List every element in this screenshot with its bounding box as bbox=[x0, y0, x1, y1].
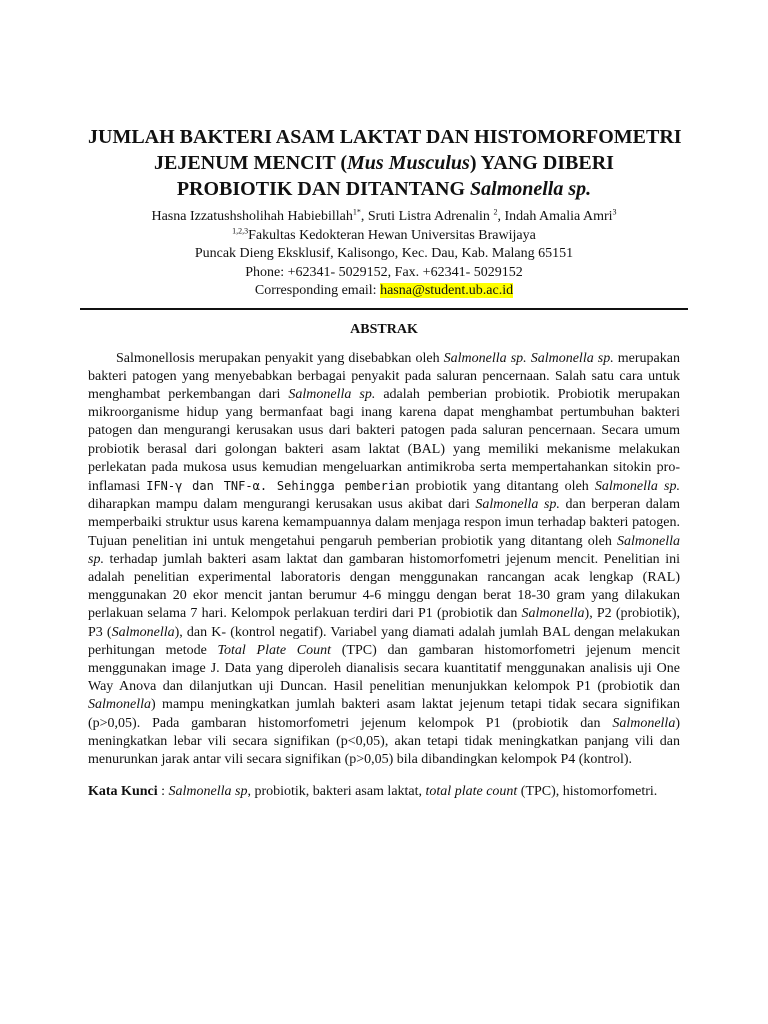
keyword-text: , probiotik, bakteri asam laktat, bbox=[247, 784, 426, 800]
method-name: Total Plate Count bbox=[217, 642, 332, 658]
abstract-text: diharapkan mampu dalam mengurangi kerusakan usus akibat dari bbox=[88, 497, 476, 513]
keyword-text: (TPC), histomorfometri. bbox=[517, 784, 658, 800]
title-line-3 bbox=[88, 176, 680, 202]
abstract-text: dan berperan dalam memperbaiki struktur usus karena kemampuannya dalam menjaga respon imun terhadap bakteri patogen. Tujuan penelitian ini untuk mengetahui pengaruh pemberian probiotik yang ditantang oleh bbox=[88, 497, 681, 549]
author-sup: 3 bbox=[612, 207, 617, 217]
keywords-label: Kata Kunci bbox=[88, 784, 158, 800]
keyword-method: total plate count bbox=[425, 784, 518, 800]
title-line-1: JUMLAH BAKTERI ASAM LAKTAT DAN HISTOMORFOMETRI bbox=[88, 126, 682, 148]
species-name: Salmonella bbox=[111, 624, 175, 640]
abstract-text: ) mampu meningkatkan jumlah bakteri asam laktat jejenum tetapi tidak secara signifikan (p>0,05). Pada gambaran histomorfometri jejenum kelompok P1 (probiotik dan bbox=[88, 697, 680, 731]
author-name: Hasna Izzatushsholihah Habiebillah bbox=[151, 209, 353, 224]
species-name: Salmonella bbox=[88, 697, 151, 713]
species-name: Salmonella sp. bbox=[475, 497, 560, 513]
email-label: Corresponding email: bbox=[254, 283, 381, 298]
species-name: Salmonella sp. bbox=[288, 386, 376, 402]
paper-title bbox=[88, 124, 680, 202]
title-text: PROBIOTIK DAN DITANTANG bbox=[176, 178, 471, 200]
affiliation bbox=[88, 227, 680, 246]
paper-page bbox=[88, 124, 680, 801]
abstract-text: adalah pemberian probiotik. Probiotik merupakan mikroorganisme hidup yang bermanfaat bagi inang karena dapat menghambat pertumbuhan bakteri patogen dan mengurangi kerusakan usus dari bakteri patogen pada saluran pencernaan. Secara umum probiotik berasal dari golongan bakteri asam laktat (BAL) yang memiliki mekanisme melakukan perlekatan pada mukosa usus kemudian mengeluarkan antimikroba serta mempertahankan sitokin pro-inflamasi bbox=[88, 386, 680, 494]
abstract-heading: ABSTRAK bbox=[350, 321, 418, 337]
corresponding-email bbox=[88, 282, 680, 301]
keywords-separator: : bbox=[157, 784, 169, 800]
species-name: Salmonella sp. Salmonella sp. bbox=[443, 350, 614, 366]
title-text: ) YANG DIBERI bbox=[469, 152, 614, 174]
author-name: , Sruti Listra Adrenalin bbox=[360, 209, 494, 224]
title-species: Salmonella sp. bbox=[470, 178, 592, 200]
affiliation-text: Fakultas Kedokteran Hewan Universitas Brawijaya bbox=[248, 227, 536, 243]
species-name: Salmonella sp. bbox=[594, 478, 680, 494]
abstract-text: ), P2 (probiotik), P3 ( bbox=[88, 606, 681, 640]
author-list bbox=[88, 208, 680, 227]
affiliation-sup: 1,2,3 bbox=[232, 225, 249, 235]
abstract-text: Salmonellosis merupakan penyakit yang disebabkan oleh bbox=[116, 350, 444, 366]
author-block bbox=[88, 208, 680, 301]
author-name: , Indah Amalia Amri bbox=[497, 209, 613, 224]
email-link[interactable]: hasna@student.ub.ac.id bbox=[380, 283, 514, 298]
author-sup: 2 bbox=[493, 207, 498, 217]
cytokine-text: IFN-γ dan TNF-α. Sehingga pemberian bbox=[146, 478, 410, 493]
abstract-text: ) meningkatkan lebar vili secara signifikan (p<0,05), akan tetapi tidak meningkatkan panjang vili dan menurunkan jarak antar vili secara signifikan (p>0,05) bila dibandingkan kelompok P4 (kontrol). bbox=[88, 715, 680, 767]
title-line-2 bbox=[88, 150, 680, 176]
abstract-text: probiotik yang ditantang oleh bbox=[409, 478, 595, 494]
abstract-text: (TPC) dan gambaran histomorfometri jejenum mencit menggunakan image J. Data yang diperoleh dianalisis secara kuantitatif menggunakan analisis uji One Way Anova dan dilanjutkan uji Duncan. Hasil penelitian menunjukkan kelompok P1 (probiotik dan bbox=[88, 642, 680, 695]
title-species: Mus Musculus bbox=[347, 152, 470, 174]
species-name: Salmonella bbox=[612, 715, 676, 731]
address: Puncak Dieng Eksklusif, Kalisongo, Kec. Dau, Kab. Malang 65151 bbox=[194, 246, 574, 261]
phone-fax: Phone: +62341- 5029152, Fax. +62341- 5029152 bbox=[245, 264, 523, 280]
abstract-text: terhadap jumlah bakteri asam laktat dan gambaran histomorfometri jejenum mencit. Penelitian ini adalah penelitian experimental laboratoris dengan menggunakan rancangan acak lengkap (RAL) menggunakan 20 ekor mencit jantan berumur 4-6 minggu dengan berat 18-30 gram yang dilakukan perlakuan selama 7 hari. Kelompok perlakuan terdiri dari P1 (probiotik dan bbox=[88, 551, 680, 622]
header-divider bbox=[80, 308, 688, 310]
author-sup: 1* bbox=[352, 207, 361, 217]
abstract-text: ), dan K- (kontrol negatif). Variabel yang diamati adalah jumlah BAL dengan melakukan perhitungan metode bbox=[88, 624, 680, 658]
abstract-body bbox=[88, 350, 680, 770]
species-name: Salmonella sp. bbox=[88, 533, 680, 567]
keyword-species: Salmonella sp bbox=[168, 784, 248, 800]
keywords bbox=[88, 783, 680, 801]
abstract-text: merupakan bakteri patogen yang menyebabkan berbagai penyakit pada saluran pencernaan. Salah satu cara untuk menghambat perkembangan dari bbox=[88, 350, 680, 402]
species-name: Salmonella bbox=[521, 606, 585, 622]
title-text: JEJENUM MENCIT ( bbox=[154, 152, 347, 174]
